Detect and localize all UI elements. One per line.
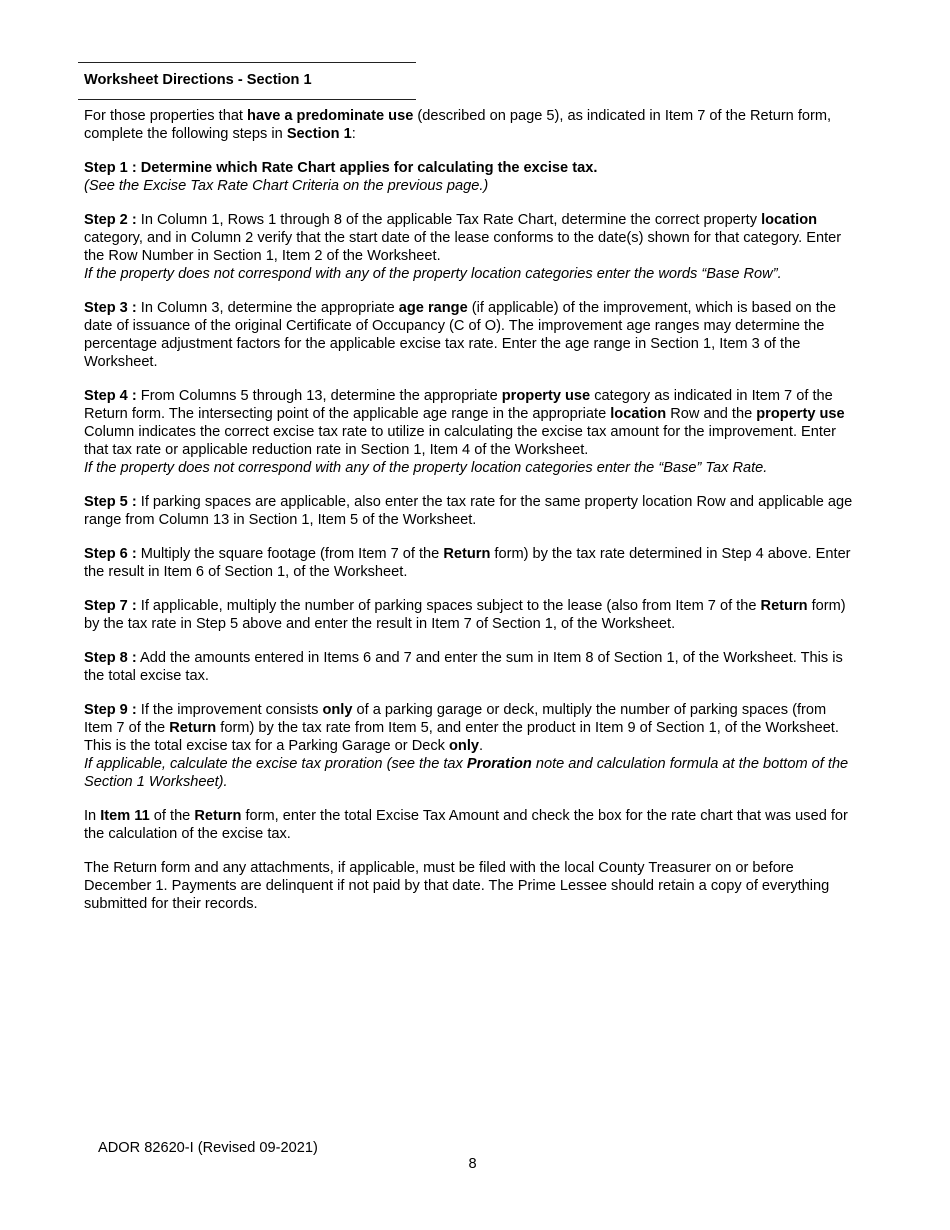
intro-paragraph (84, 107, 854, 143)
step-text: Multiply the square footage (from Item 7 of the (136, 546, 444, 562)
intro-section-ref: Section 1 (286, 126, 352, 142)
step-9 (84, 701, 854, 791)
step-2-note: If the property does not correspond with any of the property location categories enter the words “Base Row”. (84, 266, 782, 282)
step-label: Step 8 : (84, 650, 137, 666)
step-6 (84, 545, 854, 581)
step-emphasis: only (322, 702, 353, 718)
item-11-emphasis: Return (194, 808, 242, 824)
step-label: Step 2 : (84, 212, 137, 228)
step-emphasis: only (449, 738, 480, 754)
step-label: Step 3 : (84, 300, 137, 316)
step-emphasis: Return (760, 598, 808, 614)
step-1 (84, 159, 854, 195)
step-9-note (84, 756, 848, 790)
step-emphasis: age range (398, 300, 468, 316)
step-text: category as indicated in Item 7 of the Return form. The intersecting point of the applicable age range in the appropriate (84, 388, 833, 422)
intro-text: For those properties that (84, 108, 248, 124)
step-text: form) by the tax rate from Item 5, and enter the product in Item 9 of Section 1, of the Worksheet. This is the total excise tax for a Parking Garage or Deck (84, 720, 839, 754)
step-text: If parking spaces are applicable, also enter the tax rate for the same property location Row and applicable age range from Column 13 in Section 1, Item 5 of the Worksheet. (84, 494, 853, 528)
step-8 (84, 649, 854, 685)
step-text: If applicable, multiply the number of parking spaces subject to the lease (also from Item 7 of the (136, 598, 761, 614)
step-label: Step 7 : (84, 598, 137, 614)
step-text: category, and in Column 2 verify that the start date of the lease conforms to the date(s) shown for that category. Enter the Row Number in Section 1, Item 2 of the Worksheet. (84, 230, 842, 264)
item-11-text: In (84, 808, 101, 824)
step-3 (84, 299, 854, 371)
step-text: If the improvement consists (136, 702, 323, 718)
step-text: In Column 3, determine the appropriate (136, 300, 399, 316)
step-emphasis: property use (501, 388, 591, 404)
step-text: From Columns 5 through 13, determine the appropriate (136, 388, 502, 404)
step-1-note: (See the Excise Tax Rate Chart Criteria on the previous page.) (84, 178, 489, 194)
step-2 (84, 211, 854, 283)
step-label: Step 4 : (84, 388, 137, 404)
step-emphasis: location (761, 212, 818, 228)
step-text: form) by the tax rate determined in Step 4 above. Enter the result in Item 6 of Section 1, of the Worksheet. (84, 546, 851, 580)
heading-bottom-rule (78, 99, 416, 100)
item-11-emphasis: Item 11 (100, 808, 150, 824)
step-label: Step 6 : (84, 546, 137, 562)
step-1-title: Step 1 : Determine which Rate Chart applies for calculating the excise tax. (84, 160, 598, 176)
step-emphasis: property use (756, 406, 845, 422)
item-11-paragraph (84, 807, 854, 843)
step-text: Row and the (666, 406, 757, 422)
note-text: note and calculation formula at the bottom of the Section 1 Worksheet). (84, 756, 849, 790)
step-7 (84, 597, 854, 633)
page-number: 8 (468, 1156, 477, 1172)
intro-text: (described on page 5), as indicated in Item 7 of the Return form, complete the following steps in (84, 108, 832, 142)
note-text: If applicable, calculate the excise tax proration (see the tax (84, 756, 467, 772)
closing-paragraph: The Return form and any attachments, if applicable, must be filed with the local County Treasurer on or before December 1. Payments are delinquent if not paid by that date. The Prime Lessee should retain a copy of everything submitted for their records. (84, 860, 830, 912)
step-text: form) by the tax rate in Step 5 above and enter the result in Item 7 of Section 1, of the Worksheet. (84, 598, 846, 632)
step-label: Step 9 : (84, 702, 137, 718)
intro-text: : (351, 126, 356, 142)
step-label: Step 5 : (84, 494, 137, 510)
step-4-note: If the property does not correspond with any of the property location categories enter the “Base” Tax Rate. (84, 460, 768, 476)
section-heading: Worksheet Directions - Section 1 (84, 72, 312, 88)
item-11-text: form, enter the total Excise Tax Amount and check the box for the rate chart that was used for the calculation of the excise tax. (84, 808, 848, 842)
step-text: Column indicates the correct excise tax rate to utilize in calculating the excise tax amount for the improvement. Enter that tax rate or applicable reduction rate in Section 1, Item 4 of the Worksheet. (84, 424, 836, 458)
step-text: . (479, 738, 484, 754)
step-emphasis: location (610, 406, 667, 422)
step-text: of a parking garage or deck, multiply the number of parking spaces (from Item 7 of the (84, 702, 827, 736)
form-number: ADOR 82620-I (Revised 09-2021) (98, 1140, 318, 1156)
directions-body (84, 107, 854, 929)
heading-top-rule (78, 62, 416, 63)
step-text: In Column 1, Rows 1 through 8 of the applicable Tax Rate Chart, determine the correct property (136, 212, 762, 228)
step-text: Add the amounts entered in Items 6 and 7 and enter the sum in Item 8 of Section 1, of the Worksheet. This is the total excise tax. (84, 650, 843, 684)
step-emphasis: Return (169, 720, 217, 736)
step-5 (84, 493, 854, 529)
step-text: (if applicable) of the improvement, which is based on the date of issuance of the original Certificate of Occupancy (C of O). The improvement age ranges may determine the percentage adjustment factors for the applicable excise tax rate. Enter the age range in Section 1, Item 3 of the Worksheet. (84, 300, 836, 370)
step-emphasis: Return (443, 546, 491, 562)
note-emphasis: Proration (466, 756, 532, 772)
item-11-text: of the (149, 808, 195, 824)
intro-emphasis: have a predominate use (247, 108, 414, 124)
step-4 (84, 387, 854, 477)
